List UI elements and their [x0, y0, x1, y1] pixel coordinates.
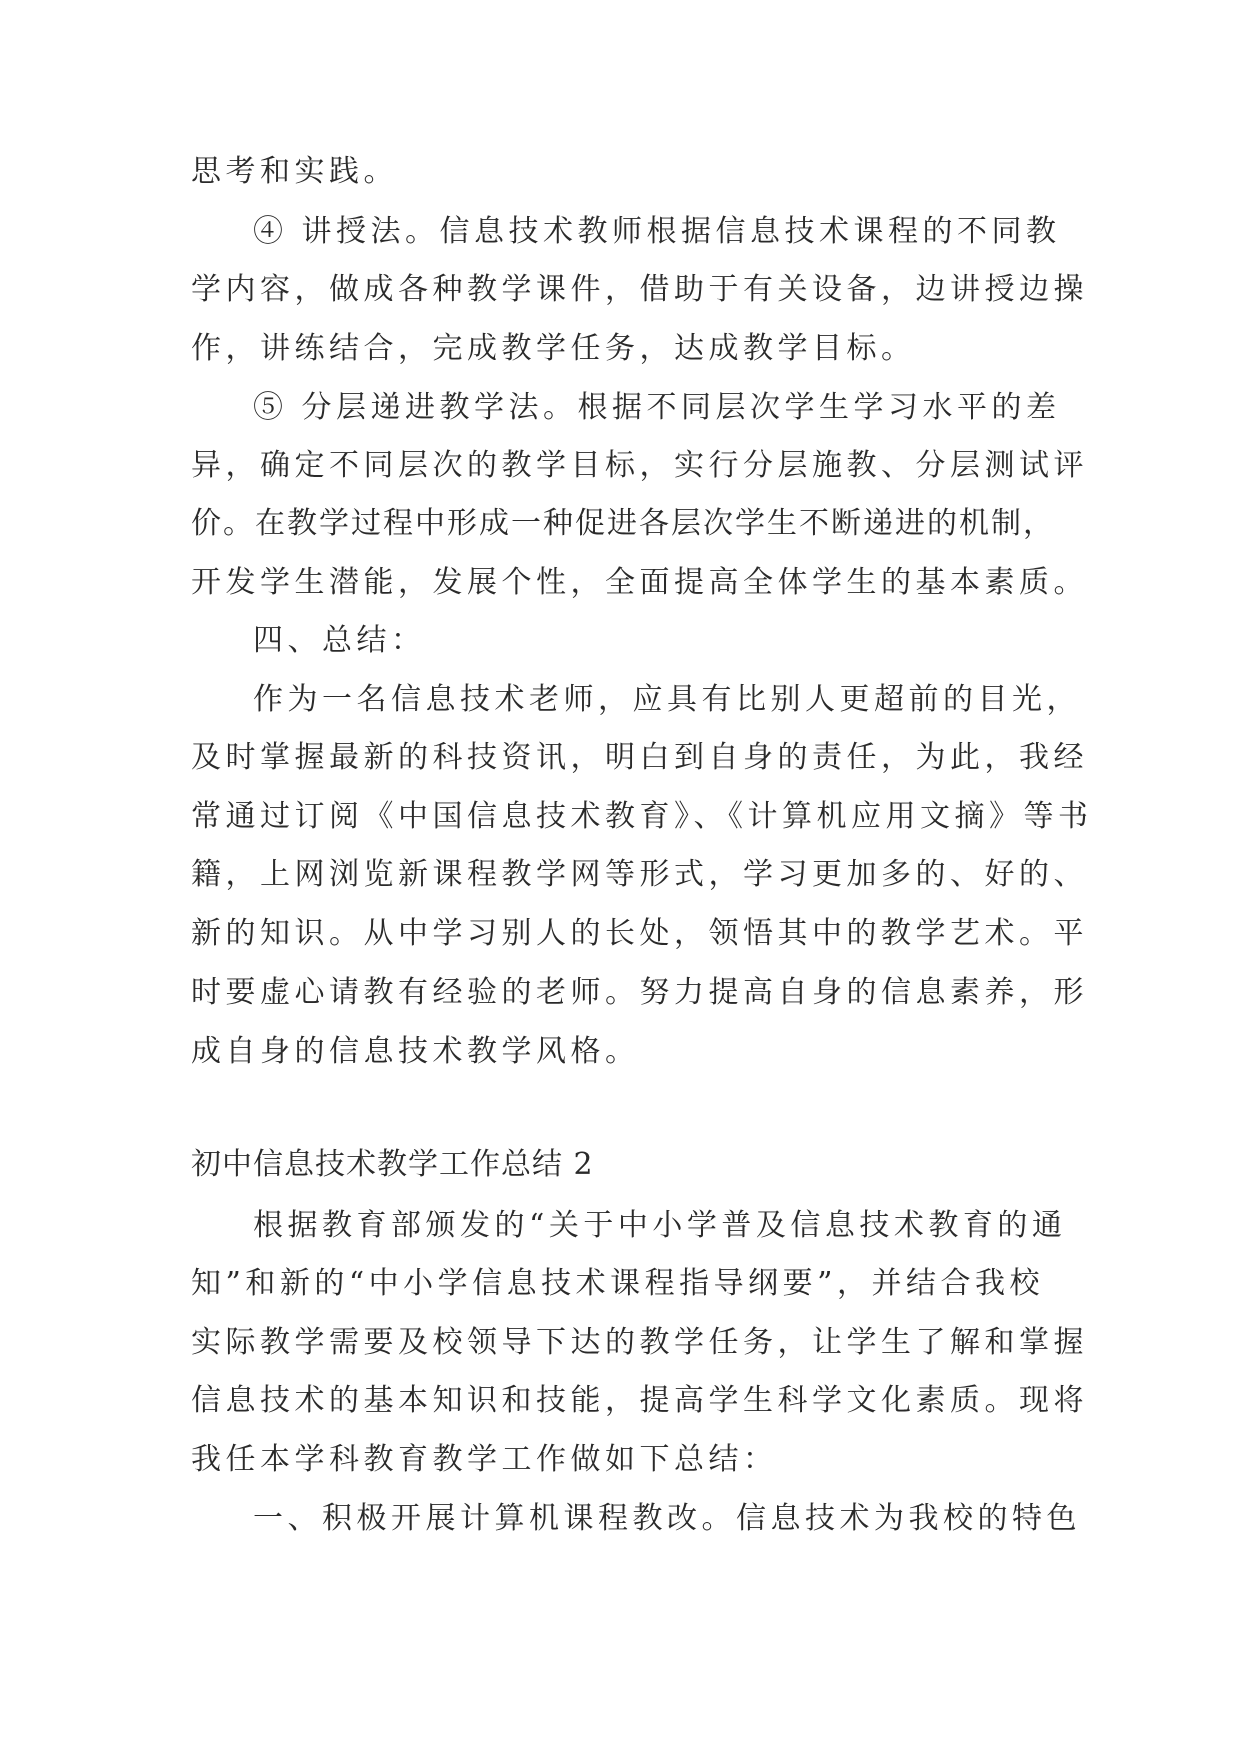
text-line: 实际教学需要及校领导下达的教学任务，让学生了解和掌握: [191, 1325, 1088, 1360]
text-line: 及时掌握最新的科技资讯，明白到自身的责任，为此，我经: [191, 740, 1088, 775]
text-line: 异，确定不同层次的教学目标，实行分层施教、分层测试评: [191, 448, 1088, 483]
document-title: 初中信息技术教学工作总结 2: [191, 1147, 594, 1182]
text-line: 知”和新的“中小学信息技术课程指导纲要”，并结合我校: [191, 1266, 1045, 1301]
text-line: 思考和实践。: [191, 154, 398, 189]
text-line: 常通过订阅《中国信息技术教育》、《计算机应用文摘》等书: [191, 799, 1093, 834]
text-line: 开发学生潜能，发展个性，全面提高全体学生的基本素质。: [191, 565, 1088, 600]
text-line: 成自身的信息技术教学风格。: [191, 1034, 640, 1069]
text-line: 籍，上网浏览新课程教学网等形式，学习更加多的、好的、: [191, 857, 1088, 892]
text-line: 学内容，做成各种教学课件，借助于有关设备，边讲授边操: [191, 272, 1088, 307]
text-line: 新的知识。从中学习别人的长处，领悟其中的教学艺术。平: [191, 916, 1088, 951]
text-line: 价。在教学过程中形成一种促进各层次学生不断递进的机制，: [191, 506, 1055, 541]
text-line: ④ 讲授法。信息技术教师根据信息技术课程的不同教: [253, 214, 1061, 249]
text-line: 一、积极开展计算机课程教改。信息技术为我校的特色: [253, 1501, 1081, 1536]
text-line: 信息技术的基本知识和技能，提高学生科学文化素质。现将: [191, 1383, 1088, 1418]
text-line: 根据教育部颁发的“关于中小学普及信息技术教育的通: [253, 1208, 1067, 1243]
text-line: 作为一名信息技术老师，应具有比别人更超前的目光，: [253, 682, 1081, 717]
text-line: 时要虚心请教有经验的老师。努力提高自身的信息素养，形: [191, 975, 1088, 1010]
text-line: 作，讲练结合，完成教学任务，达成教学目标。: [191, 331, 916, 366]
section-heading: 四、总结：: [253, 623, 426, 658]
text-line: 我任本学科教育教学工作做如下总结：: [191, 1442, 778, 1477]
text-line: ⑤ 分层递进教学法。根据不同层次学生学习水平的差: [253, 390, 1061, 425]
